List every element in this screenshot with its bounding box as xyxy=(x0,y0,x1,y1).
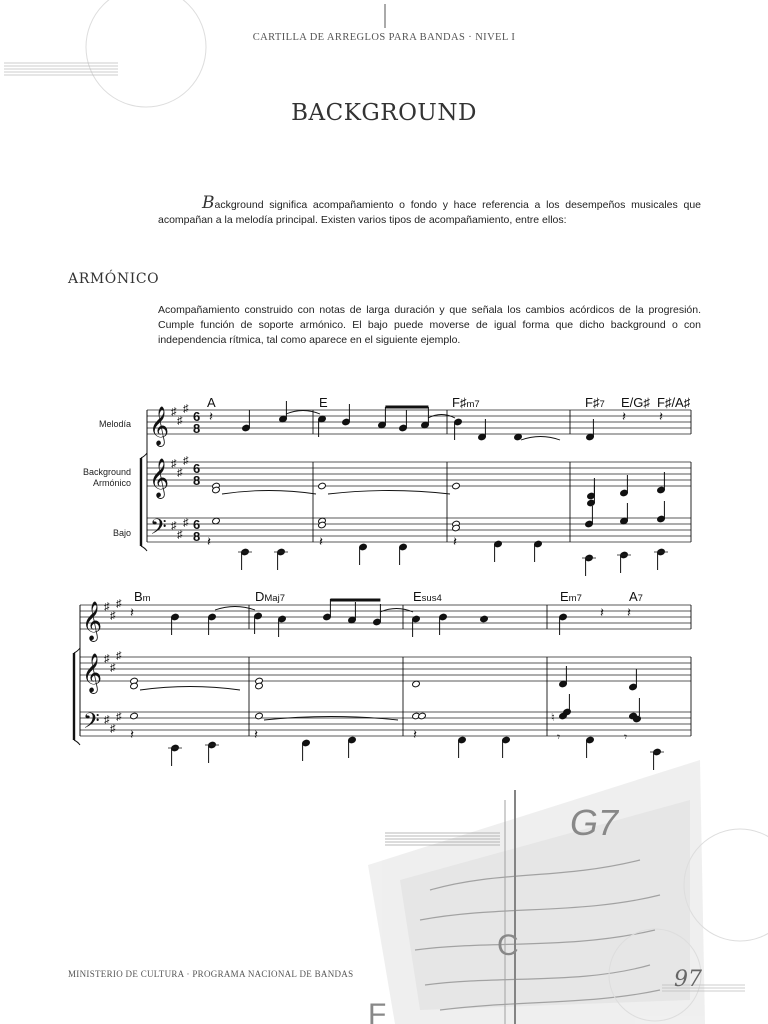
rest-symbol: 𝄽 xyxy=(319,534,323,549)
system-bracket xyxy=(74,740,80,745)
eighth-rest: 𝄾 xyxy=(557,730,561,744)
bass-clef: 𝄢 xyxy=(83,708,100,738)
chord-symbol: Esus4 xyxy=(413,589,442,604)
rest-symbol: 𝄽 xyxy=(130,605,134,620)
chord-symbol: A xyxy=(207,395,216,410)
chord-symbol: DMaj7 xyxy=(255,589,285,604)
chord-symbol: F♯m7 xyxy=(452,395,480,410)
key-signature-sharp: ♯ xyxy=(104,653,110,665)
drop-cap: B xyxy=(202,193,215,213)
time-signature-top: 6 xyxy=(193,409,201,424)
rest-symbol: 𝄽 xyxy=(659,409,663,424)
chord-symbol: F♯7 xyxy=(585,395,605,410)
tie-mark xyxy=(140,687,240,691)
rest-symbol: 𝄽 xyxy=(453,534,457,549)
key-signature-sharp: ♯ xyxy=(110,610,116,622)
note-head xyxy=(563,708,572,716)
key-signature-sharp: ♯ xyxy=(104,714,110,726)
note-head xyxy=(452,482,461,490)
time-signature-bottom: 8 xyxy=(193,529,201,544)
staff-label-bass: Bajo xyxy=(112,528,131,538)
system-bracket xyxy=(141,453,147,458)
bass-clef: 𝄢 xyxy=(150,514,167,544)
time-signature-top: 6 xyxy=(193,517,201,532)
watermark-f: F xyxy=(368,998,387,1024)
treble-clef: 𝄞 xyxy=(149,407,170,445)
key-signature-sharp: ♯ xyxy=(116,650,122,662)
tie-mark xyxy=(222,491,316,495)
tie-mark xyxy=(328,491,450,495)
key-signature-sharp: ♯ xyxy=(116,711,122,723)
natural-sign: ♮ xyxy=(551,712,555,724)
chord-symbol: E xyxy=(319,395,328,410)
chord-symbol: F♯/A♯ xyxy=(657,395,691,410)
key-signature-sharp: ♯ xyxy=(183,403,189,415)
watermark-c: C xyxy=(497,929,519,962)
rest-symbol: 𝄽 xyxy=(254,727,258,742)
page-title: BACKGROUND xyxy=(291,100,477,126)
watermark-g7: G7 xyxy=(570,802,619,843)
key-signature-sharp: ♯ xyxy=(177,529,183,541)
tie-mark xyxy=(286,411,320,415)
rest-symbol: 𝄽 xyxy=(600,605,604,620)
treble-clef: 𝄞 xyxy=(82,602,103,640)
rest-symbol: 𝄽 xyxy=(627,605,631,620)
footer-credit: MINISTERIO DE CULTURA · PROGRAMA NACIONAL DE BANDAS xyxy=(68,969,354,979)
eighth-rest: 𝄾 xyxy=(624,730,628,744)
key-signature-sharp: ♯ xyxy=(171,458,177,470)
key-signature-sharp: ♯ xyxy=(110,662,116,674)
staff-label-background-1: Background xyxy=(82,467,131,477)
key-signature-sharp: ♯ xyxy=(116,598,122,610)
system-bracket xyxy=(74,648,80,653)
key-signature-sharp: ♯ xyxy=(183,517,189,529)
treble-clef: 𝄞 xyxy=(82,654,103,692)
note-head xyxy=(255,712,264,720)
page-number: 97 xyxy=(674,967,702,992)
running-head: CARTILLA DE ARREGLOS PARA BANDAS · NIVEL I xyxy=(252,32,516,43)
tie-mark xyxy=(380,609,413,613)
intro-text: ackground significa acompañamiento o fondo y hace referencia a los desempeños musicales que acompañan a la melodía principal. Existen varios tipos de acompañamiento, entre ellos: xyxy=(158,199,701,226)
note-head xyxy=(130,712,139,720)
treble-clef: 𝄞 xyxy=(149,459,170,497)
staff-label-melody: Melodía xyxy=(98,419,131,429)
key-signature-sharp: ♯ xyxy=(177,467,183,479)
rest-symbol: 𝄽 xyxy=(207,534,211,549)
key-signature-sharp: ♯ xyxy=(177,415,183,427)
key-signature-sharp: ♯ xyxy=(183,455,189,467)
section-heading: ARMÓNICO xyxy=(68,271,160,287)
key-signature-sharp: ♯ xyxy=(110,723,116,735)
time-signature-bottom: 8 xyxy=(193,421,201,436)
rest-symbol: 𝄽 xyxy=(413,727,417,742)
note-head xyxy=(480,615,489,623)
tie-mark xyxy=(521,437,560,441)
chord-symbol: A7 xyxy=(629,589,643,604)
note-head xyxy=(318,482,327,490)
chord-symbol: Bm xyxy=(134,589,151,604)
rest-symbol: 𝄽 xyxy=(209,409,213,424)
rest-symbol: 𝄽 xyxy=(130,727,134,742)
key-signature-sharp: ♯ xyxy=(104,601,110,613)
time-signature-bottom: 8 xyxy=(193,473,201,488)
section-paragraph: Acompañamiento construido con notas de larga duración y que señala los cambios acórdicos de la progresión. Cumple función de soporte armónico. El bajo puede moverse de igual forma que dicho background o con independencia rítmica, tal como aparece en el siguiente ejemplo. xyxy=(158,304,701,346)
rest-symbol: 𝄽 xyxy=(622,409,626,424)
key-signature-sharp: ♯ xyxy=(171,406,177,418)
time-signature-top: 6 xyxy=(193,461,201,476)
system-bracket xyxy=(141,546,147,551)
staff-label-background-2: Armónico xyxy=(92,478,131,488)
watermark-art xyxy=(368,760,705,1024)
chord-symbol: E/G♯ xyxy=(621,395,650,410)
key-signature-sharp: ♯ xyxy=(171,520,177,532)
chord-symbol: Em7 xyxy=(560,589,582,604)
